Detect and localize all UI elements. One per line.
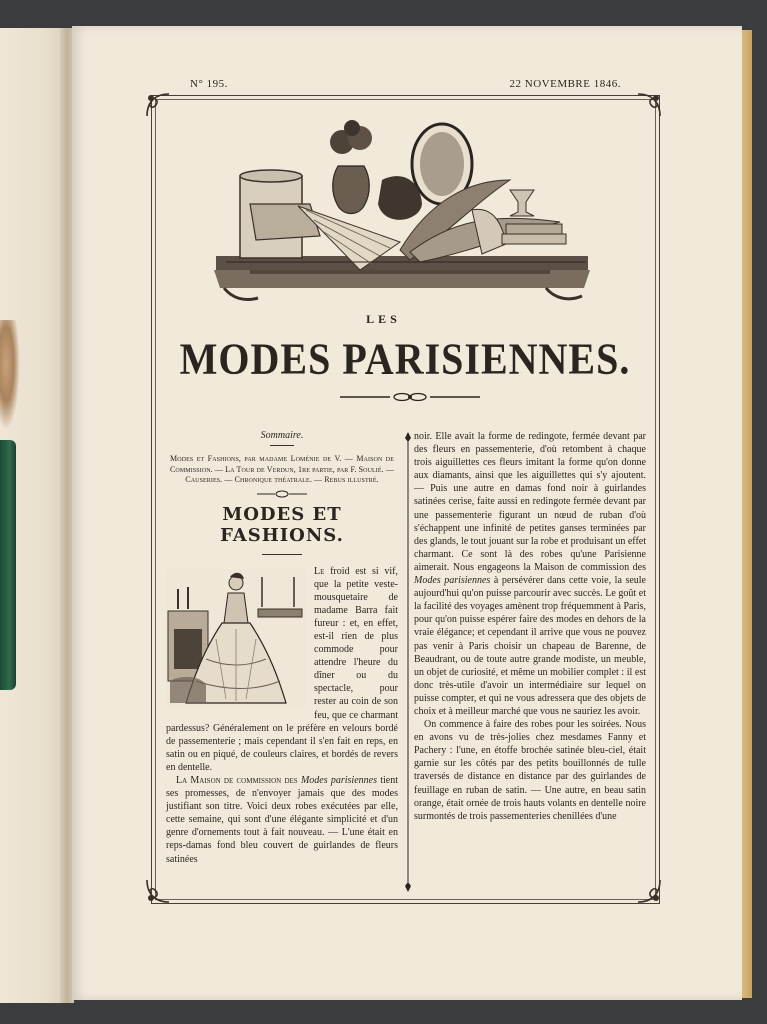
page-fore-edge	[742, 30, 752, 998]
sommaire-contents: Modes et Fashions, par madame Loménie de V. — Maison de Commission. — La Tour de Verdun, 1re partie, par F. Soulié. — Causeries. — Chronique théatrale. — Rebus illustré.	[170, 454, 394, 484]
article-body-left	[166, 565, 398, 866]
left-column	[166, 430, 398, 866]
corner-ornament-icon	[143, 876, 173, 906]
italic-title: Modes parisiennes	[414, 575, 491, 587]
paragraph-4: On commence à faire des robes pour les soirées. Nous en avons vu de très-jolies chez mesdames Fanny et Pachery : l'une, en étoffe brochée satinée bleu-ciel, était garnie sur les côtés par des petits bouillonnés de tulle traversés de distance en distance par des guirlandes de feuillage en ruban de satin. — Une autre, en beau satin orange, était ornée de trois hauts volants en dentelle noire surmontés de trois passementeries chenillées d'une	[414, 719, 646, 822]
divider	[262, 554, 302, 555]
corner-ornament-icon	[634, 876, 664, 906]
ornamental-rule-icon	[340, 392, 480, 402]
italic-title: Modes parisiennes	[300, 775, 377, 786]
right-column	[414, 430, 646, 823]
divider	[270, 445, 294, 446]
article-body-right	[414, 430, 646, 823]
issue-date: 22 NOVEMBRE 1846.	[509, 78, 621, 90]
issue-number: N° 195.	[190, 78, 228, 90]
paragraph-2: tient ses promesses, de n'envoyer jamais que des modes justifiant son titre. Voici deux robes exécutées par elle, cette semaine, qui sont d'une élégante simplicité et d'un genre d'ornements tout à fait nouveau. — L'une était en reps-damas fond bleu couvert de guirlandes de fleurs satinées	[166, 775, 399, 865]
corner-ornament-icon	[634, 90, 664, 120]
masthead-les: LES	[366, 312, 401, 326]
paragraph-1: froid est si vif, que la petite veste-mousquetaire de madame Barra fait fureur : et, en effet, est-il rien de plus commode pour attendre l'heure du dîner ou du spectacle, pour rester au coin de son feu, que ce charmant pardessus? Généralement on le préfère en velours bordé de passementerie ; mais cependant il s'en fait en reps, en satin ou en piqué, de couleurs claires, et bordés de revers en dentelle.	[166, 565, 399, 773]
sommaire-heading: Sommaire.	[260, 430, 304, 441]
paragraph-3b: à persévérer dans cette voie, la seule aujourd'hui qu'on puisse parcourir avec succès. Le goût et la facilité des voyages amènent trop fréquemment à Paris, pour qu'on puisse espérer faire des modes en dehors de la vraie élégance; et cependant il arrive que vous ne pouvez pas venir à Paris choisir un chapeau de Barenne, de Beaudrant, ou de toute autre grande modiste, un meuble, un objet de curiosité, et même un mobilier complet : il est donc très-utile d'avoir un intermédiaire sur lequel on puisse compter, et qui ne vous adressera que des objets de choix et à meilleur marché que vous ne sauriez les avoir.	[414, 575, 646, 717]
lead-phrase: La Maison de commission des	[176, 775, 298, 786]
column-divider	[404, 432, 412, 892]
article-title: MODES ET FASHIONS.	[220, 503, 344, 546]
fashion-illustration-icon	[166, 569, 306, 709]
corner-ornament-icon	[143, 90, 173, 120]
paragraph-3a: noir. Elle avait la forme de redingote, fermée devant par des fleurs en passementerie, d'où retombent à chaque trois aiguillettes ces fleurs imitant la forme qu'on donne aux diamants, ainsi que les aiguillettes qui s'y ajoutent. — Puis une autre en damas fond noir à guirlandes satinées cerise, faite aussi en redingote fermée devant par une passementerie figurant un nœud de ruban d'où s'échappent une infinité de petites ganses terminées par des glands, le tout jouant sur la robe et produisant un effet charmant. Ce sont là des robes qu'une Parisienne aimerait. Nous engageons la Maison de commission des	[414, 431, 646, 573]
masthead-engraving-icon	[210, 120, 594, 306]
lead-word: Le	[314, 565, 325, 577]
ornamental-rule-icon	[257, 490, 307, 498]
fashion-plate-green-dress	[0, 440, 16, 690]
masthead-title: MODES PARISIENNES.	[179, 333, 631, 384]
